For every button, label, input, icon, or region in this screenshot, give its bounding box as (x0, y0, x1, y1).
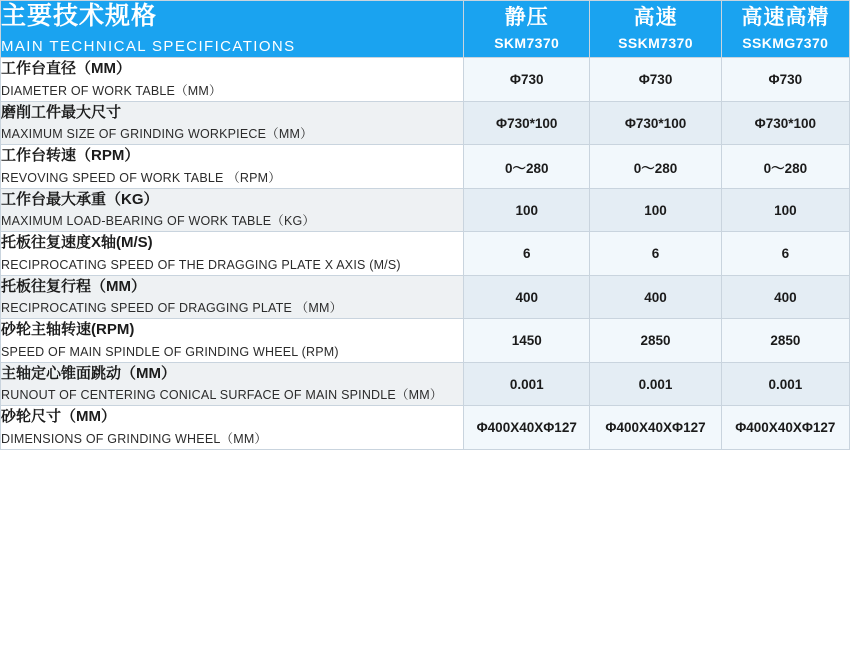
row-value-model3: 0.001 (721, 362, 849, 406)
row-value-model1: 100 (464, 188, 590, 232)
header-model-1 (464, 1, 590, 58)
row-label-cn: 砂轮主轴转速(RPM) (1, 321, 135, 339)
row-label (1, 101, 464, 145)
table-row (1, 58, 850, 102)
table-row (1, 406, 850, 450)
row-value-model2: 0～280 (590, 145, 721, 189)
table-row (1, 362, 850, 406)
row-value-model1: Φ400X40XΦ127 (464, 406, 590, 450)
row-label-cn: 工作台最大承重（KG） (1, 190, 159, 208)
header-title-cn: 主要技术规格 (1, 2, 158, 30)
header-title-cell (1, 1, 464, 58)
row-label-en: MAXIMUM LOAD-BEARING OF WORK TABLE（KG） (1, 214, 316, 229)
row-value-model2: Φ400X40XΦ127 (590, 406, 721, 450)
row-value-model1: 0～280 (464, 145, 590, 189)
row-value-model3: 400 (721, 275, 849, 319)
row-label-en: REVOVING SPEED OF WORK TABLE （RPM） (1, 170, 281, 185)
row-label-en: RECIPROCATING SPEED OF DRAGGING PLATE （MM） (1, 301, 343, 316)
table-row (1, 188, 850, 232)
row-value-model1: 0.001 (464, 362, 590, 406)
table-row (1, 319, 850, 363)
row-label-en: DIMENSIONS OF GRINDING WHEEL（MM） (1, 431, 268, 446)
row-value-model2: 0.001 (590, 362, 721, 406)
row-value-model1: 1450 (464, 319, 590, 363)
row-label (1, 188, 464, 232)
row-label (1, 275, 464, 319)
row-value-model3: 2850 (721, 319, 849, 363)
row-value-model3: 100 (721, 188, 849, 232)
header-model-2 (590, 1, 721, 58)
header-model-3 (721, 1, 849, 58)
row-label-en: DIAMETER OF WORK TABLE（MM） (1, 83, 222, 98)
row-label-cn: 托板往复行程（MM） (1, 277, 146, 295)
header-model-3-cn: 高速高精 (741, 6, 830, 30)
header-model-1-code: SKM7370 (494, 35, 560, 52)
row-label-en: MAXIMUM SIZE OF GRINDING WORKPIECE（MM） (1, 127, 313, 142)
table-row (1, 145, 850, 189)
row-label (1, 319, 464, 363)
row-value-model3: 0～280 (721, 145, 849, 189)
table-body (1, 58, 850, 450)
row-value-model1: 6 (464, 232, 590, 276)
row-value-model3: Φ400X40XΦ127 (721, 406, 849, 450)
row-label (1, 232, 464, 276)
row-value-model3: Φ730*100 (721, 101, 849, 145)
table-row (1, 275, 850, 319)
row-value-model2: 100 (590, 188, 721, 232)
row-label-en: SPEED OF MAIN SPINDLE OF GRINDING WHEEL (RPM) (1, 344, 339, 359)
row-label-cn: 工作台转速（RPM） (1, 147, 140, 165)
row-value-model3: 6 (721, 232, 849, 276)
row-value-model2: 400 (590, 275, 721, 319)
row-label (1, 406, 464, 450)
row-label-cn: 托板往复速度X轴(M/S) (1, 234, 153, 252)
row-value-model2: 6 (590, 232, 721, 276)
row-label-cn: 主轴定心锥面跳动（MM） (1, 364, 176, 382)
row-value-model1: 400 (464, 275, 590, 319)
header-model-3-code: SSKMG7370 (742, 35, 829, 52)
row-label-cn: 磨削工件最大尺寸 (1, 103, 122, 121)
row-label-en: RECIPROCATING SPEED OF THE DRAGGING PLATE X AXIS (M/S) (1, 257, 401, 272)
row-label (1, 145, 464, 189)
table-row (1, 232, 850, 276)
table-header (1, 1, 850, 58)
row-value-model2: 2850 (590, 319, 721, 363)
row-value-model2: Φ730*100 (590, 101, 721, 145)
row-label-cn: 砂轮尺寸（MM） (1, 408, 116, 426)
row-label-cn: 工作台直径（MM） (1, 60, 131, 78)
header-model-1-cn: 静压 (504, 6, 549, 30)
table-row (1, 101, 850, 145)
row-label-en: RUNOUT OF CENTERING CONICAL SURFACE OF MAIN SPINDLE（MM） (1, 388, 443, 403)
header-title-en: MAIN TECHNICAL SPECIFICATIONS (1, 38, 296, 56)
header-row (1, 1, 850, 58)
row-value-model2: Φ730 (590, 58, 721, 102)
row-value-model1: Φ730*100 (464, 101, 590, 145)
header-model-2-code: SSKM7370 (618, 35, 693, 52)
row-label (1, 58, 464, 102)
row-label (1, 362, 464, 406)
header-model-2-cn: 高速 (633, 6, 678, 30)
row-value-model1: Φ730 (464, 58, 590, 102)
row-value-model3: Φ730 (721, 58, 849, 102)
